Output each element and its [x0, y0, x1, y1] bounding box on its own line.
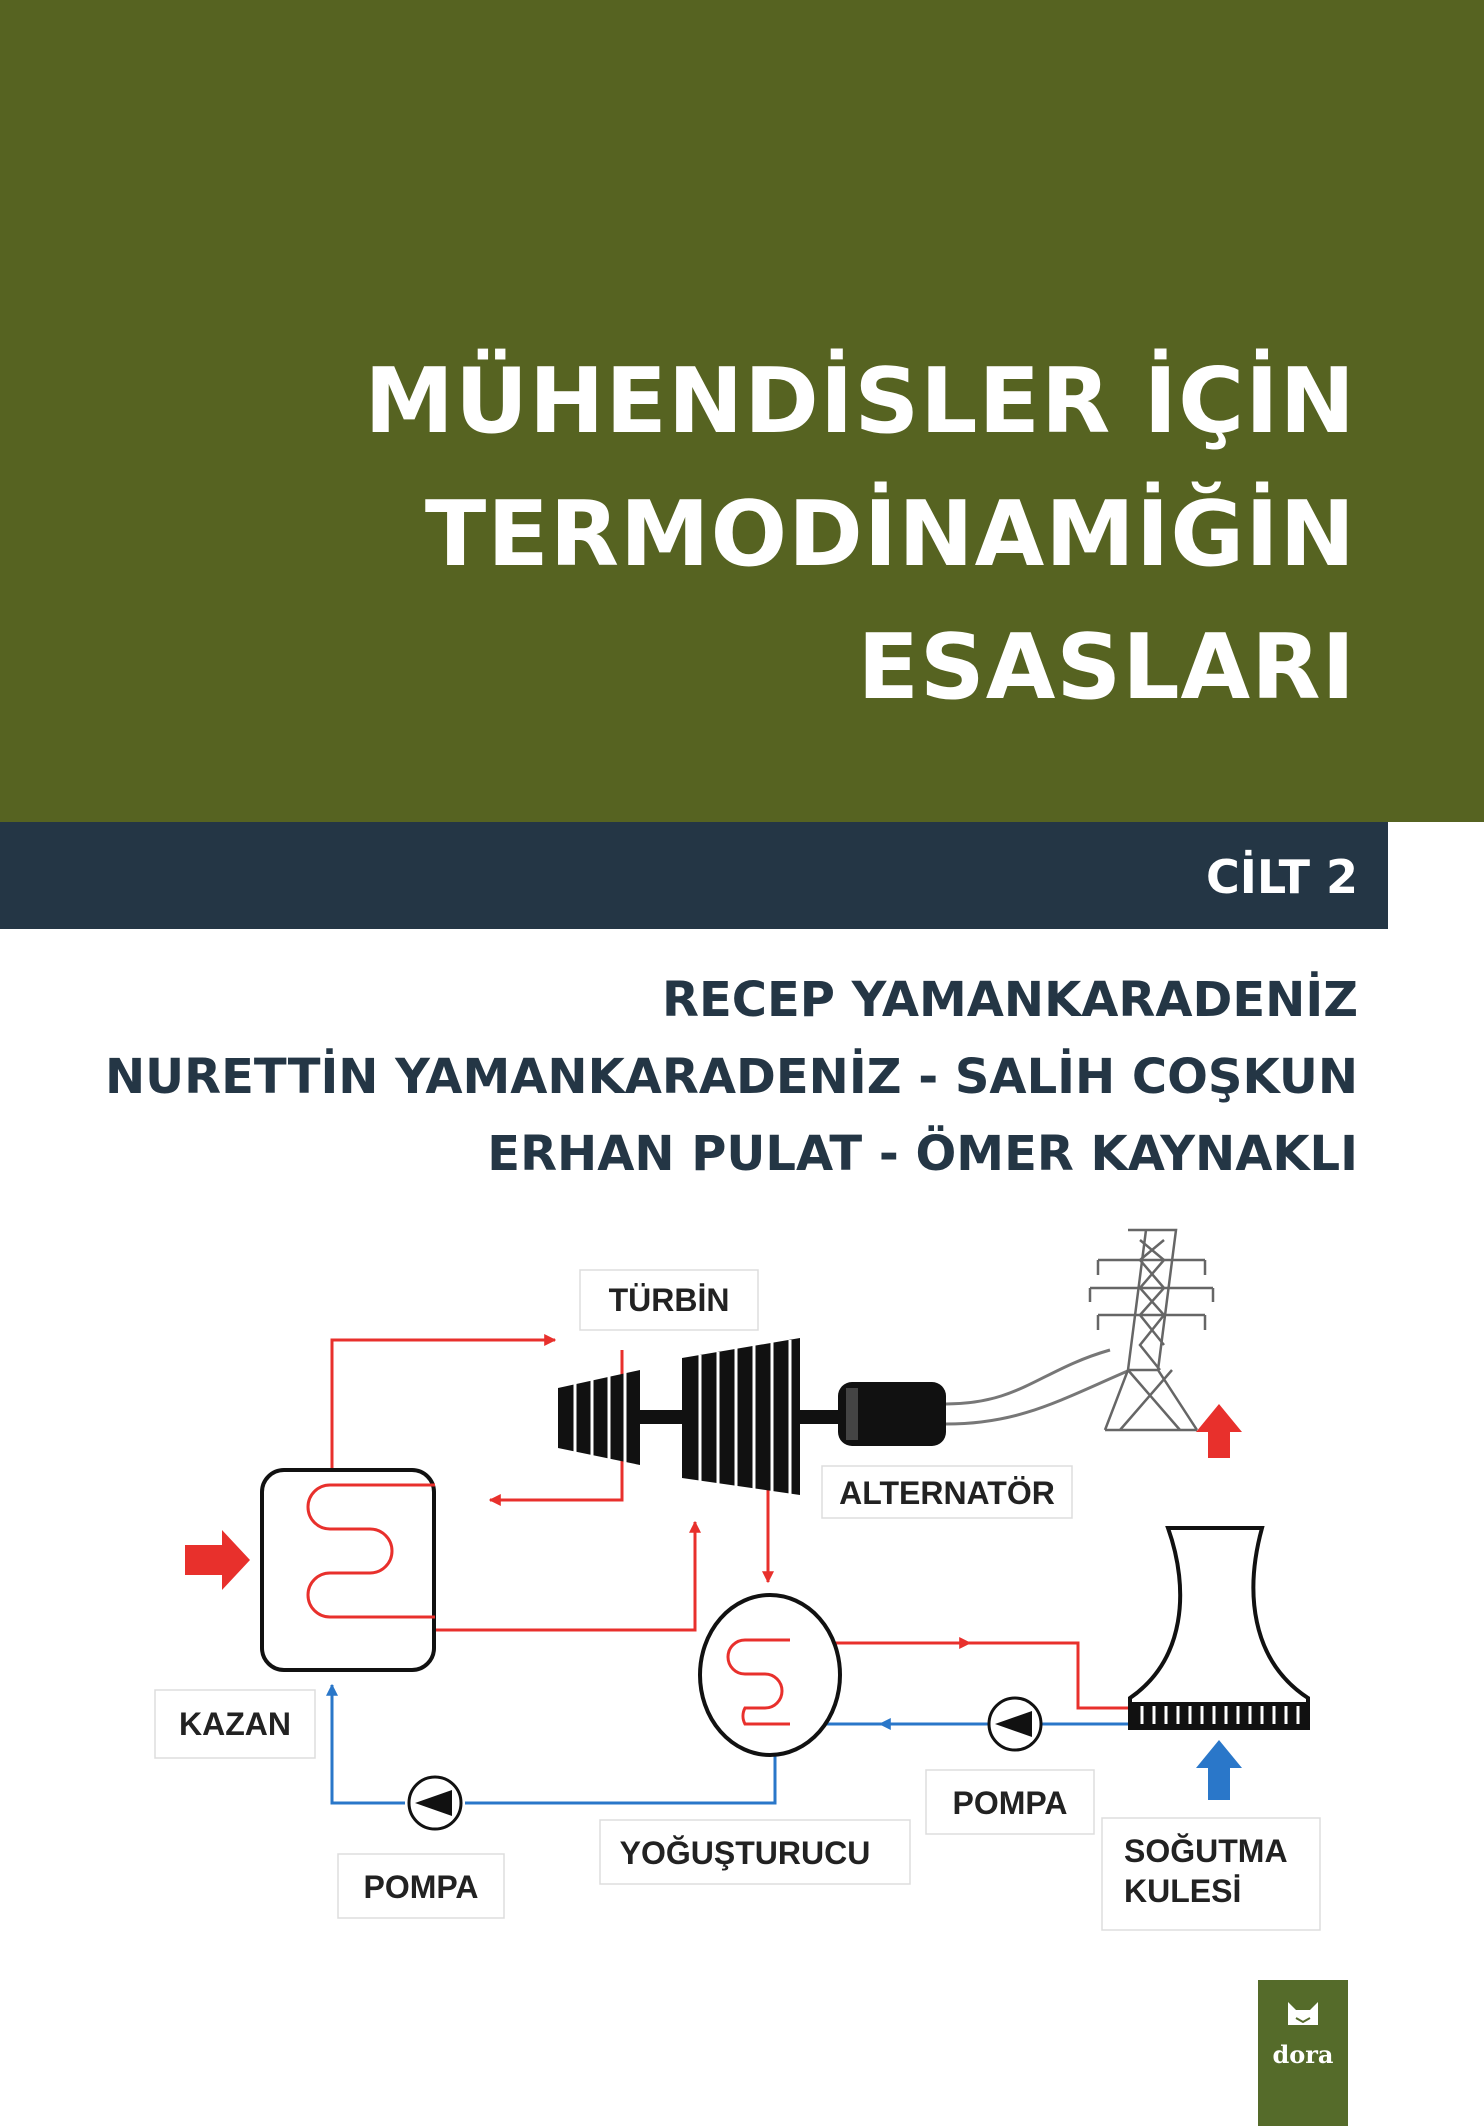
author-line-1: RECEP YAMANKARADENİZ	[662, 972, 1358, 1028]
boiler-label: KAZAN	[179, 1706, 291, 1742]
alternator-icon	[838, 1350, 1130, 1446]
label-turbine	[580, 1270, 758, 1330]
cooling-tower-label-line-2: KULESİ	[1124, 1873, 1242, 1909]
cat-logo-icon	[1258, 1980, 1348, 2040]
label-pump-left	[338, 1854, 504, 1918]
power-plant-diagram	[0, 1220, 1484, 1960]
transmission-tower-icon	[1090, 1230, 1213, 1430]
volume-bar	[0, 822, 1388, 929]
title-line-1: MÜHENDİSLER İÇİN	[364, 349, 1356, 454]
label-cooling-tower	[1102, 1818, 1320, 1930]
book-title	[364, 335, 1356, 734]
condenser-icon	[700, 1595, 840, 1755]
author-line-3: ERHAN PULAT - ÖMER KAYNAKLI	[487, 1126, 1358, 1182]
condenser-label: YOĞUŞTURUCU	[619, 1835, 871, 1871]
air-in-arrow	[1196, 1740, 1242, 1800]
author-line-2: NURETTİN YAMANKARADENİZ - SALİH COŞKUN	[104, 1049, 1358, 1105]
label-pump-right	[926, 1770, 1094, 1834]
title-line-3: ESASLARI	[857, 615, 1356, 720]
cooling-tower-label-line-1: SOĞUTMA	[1124, 1833, 1288, 1869]
label-condenser	[600, 1820, 910, 1884]
turbine-icon	[558, 1338, 840, 1495]
author-list	[105, 962, 1358, 1193]
boiler-icon	[262, 1470, 435, 1670]
steam-up-arrow	[1196, 1404, 1242, 1458]
heat-input-arrow	[185, 1530, 250, 1590]
left-pump-icon	[409, 1777, 461, 1829]
volume-label: CİLT 2	[1206, 850, 1358, 904]
publisher-name: dora	[1272, 2040, 1334, 2069]
alternator-label: ALTERNATÖR	[839, 1475, 1055, 1511]
right-pump-icon	[989, 1698, 1041, 1750]
title-line-2: TERMODİNAMİĞİN	[424, 482, 1356, 587]
pump-left-label: POMPA	[363, 1869, 479, 1905]
label-alternator	[822, 1466, 1072, 1518]
pump-right-label: POMPA	[952, 1785, 1068, 1821]
turbine-label: TÜRBİN	[608, 1282, 730, 1318]
cooling-tower-icon	[1130, 1528, 1308, 1728]
label-boiler	[155, 1690, 315, 1758]
